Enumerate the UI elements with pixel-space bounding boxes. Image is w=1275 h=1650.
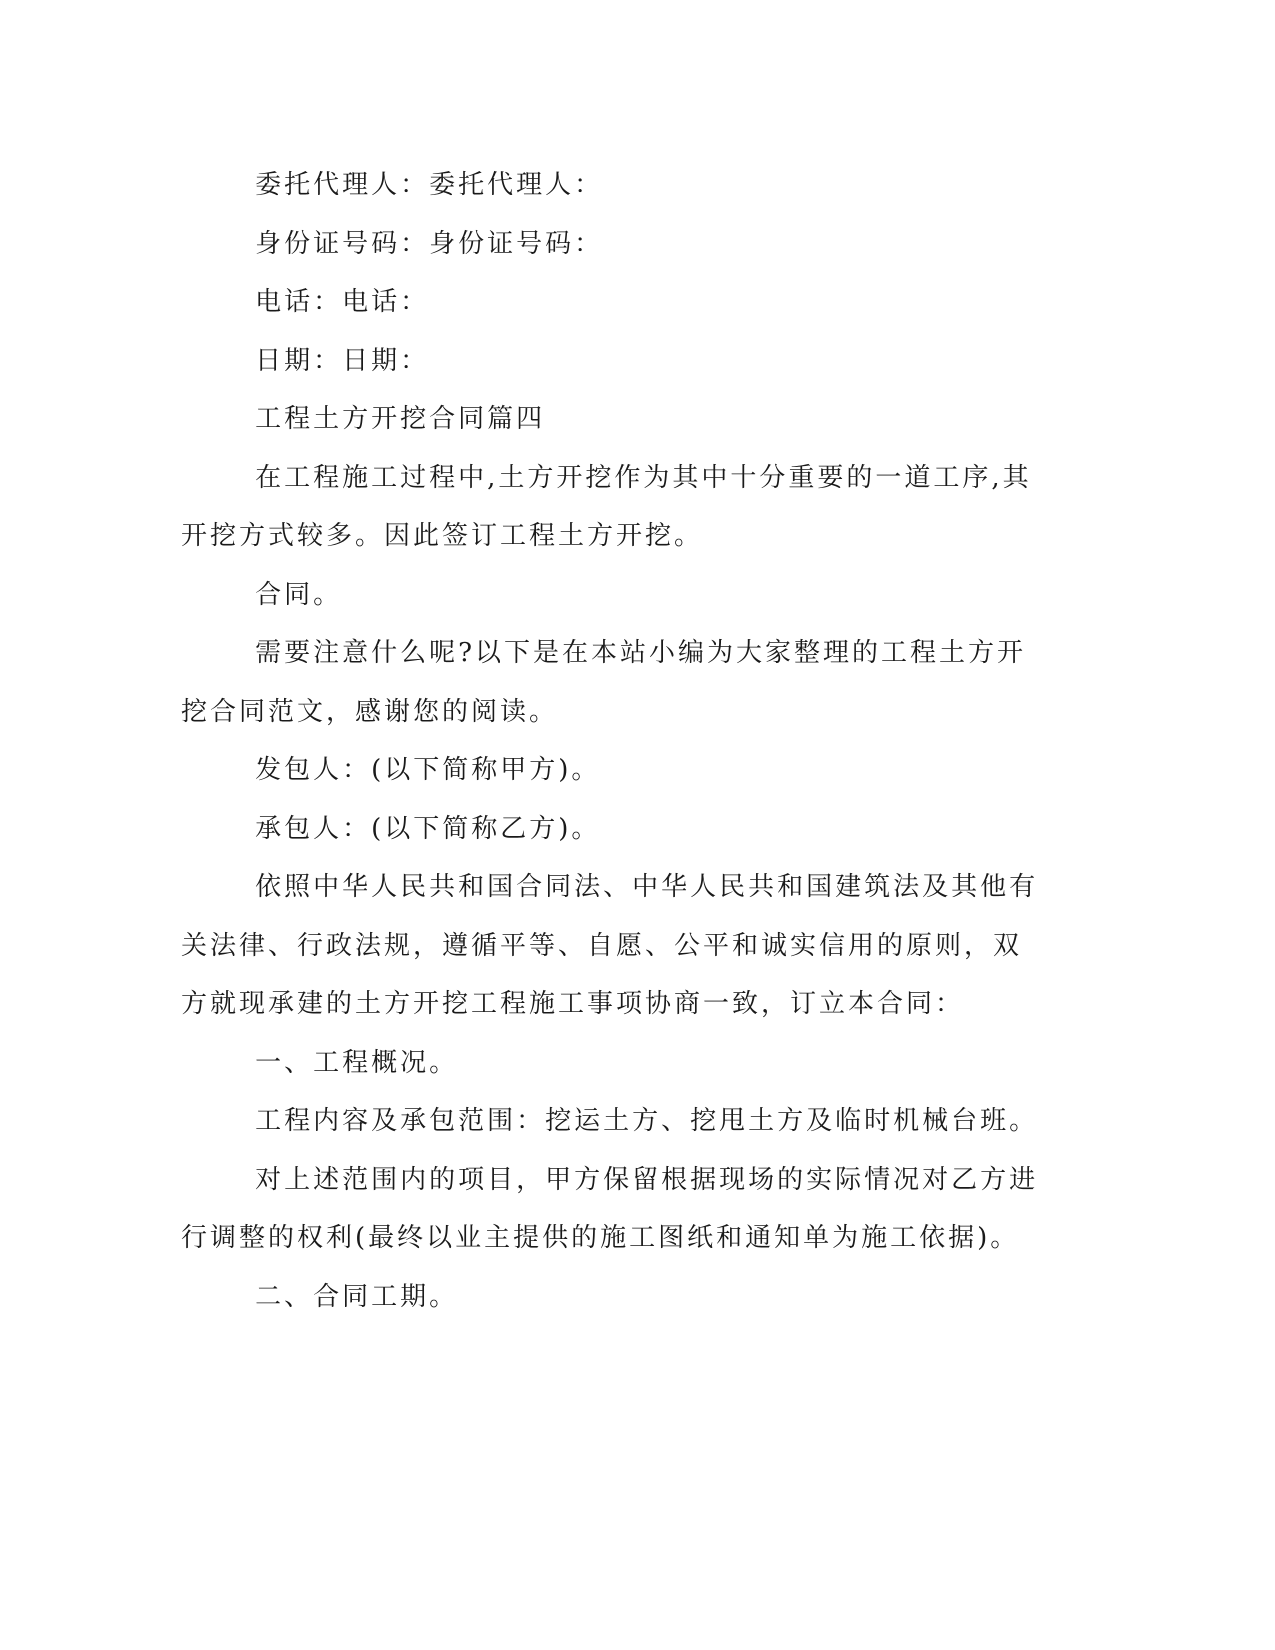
agent-line: 委托代理人：委托代理人： <box>255 170 604 200</box>
party-a-line: 发包人：(以下简称甲方)。 <box>255 755 601 785</box>
scope-paragraph: 工程内容及承包范围：挖运土方、挖甩土方及临时机械台班。 <box>255 1106 1039 1136</box>
legal-basis-paragraph: 依照中华人民共和国合同法、中华人民共和国建筑法及其他有关法律、行政法规，遵循平等、自愿、公平和诚实信用的原则，双方就现承建的土方开挖工程施工事项协商一致，订立本合同： <box>181 872 1039 1019</box>
section-title: 工程土方开挖合同篇四 <box>255 404 546 434</box>
intro-paragraph: 在工程施工过程中,土方开挖作为其中十分重要的一道工序,其开挖方式较多。因此签订工程土方开挖。 <box>181 462 1032 551</box>
id-number-line: 身份证号码：身份证号码： <box>255 228 604 259</box>
document-body <box>181 156 1041 1326</box>
notice-paragraph: 需要注意什么呢?以下是在本站小编为大家整理的工程土方开挖合同范文，感谢您的阅读。 <box>181 638 1027 727</box>
party-b-line: 承包人：(以下简称乙方)。 <box>255 813 601 844</box>
adjustment-paragraph: 对上述范围内的项目，甲方保留根据现场的实际情况对乙方进行调整的权利(最终以业主提供的施工图纸和通知单为施工依据)。 <box>181 1164 1039 1253</box>
clause-2-heading: 二、合同工期。 <box>255 1281 459 1312</box>
phone-line: 电话：电话： <box>255 287 430 317</box>
contract-line: 合同。 <box>255 579 343 610</box>
date-line: 日期：日期： <box>255 345 430 376</box>
clause-1-heading: 一、工程概况。 <box>255 1047 459 1078</box>
